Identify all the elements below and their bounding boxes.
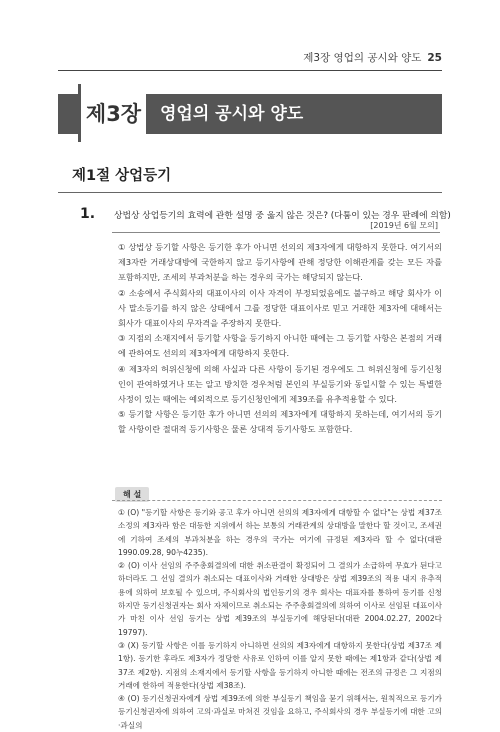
explanation-3: ③ (X) 등기할 사항은 이를 등기하지 아니하면 선의의 제3자에게 대항하지 못한다(상법 제37조 제1항). 등기한 후라도 제3자가 정당한 사유로 인하여 이를 알지 못한 때에는 제1항과 같다(상법 제37조 제2항). 지점의 소재지에서 등기할 사항을 등기하지 아니한 때에는 전조의 규정은 그 지점의 거래에 한하여 적용한다(상법 제38조). [118, 640, 442, 690]
question-source: [2019년 6월 모의] [370, 221, 438, 230]
question-number: 1. [80, 206, 96, 222]
running-header-title: 제3장 영업의 공시와 양도 [303, 52, 422, 64]
explanation-4: ④ (O) 등기신청권자에게 상법 제39조에 의한 부실등기 책임을 묻기 위해서는, 원칙적으로 등기가 등기신청권자에 의하여 고의·과실로 마쳐진 것임을 요하고, 주식회사의 경우 부실등기에 대한 고의·과실의 [118, 694, 442, 730]
explanation-body [118, 506, 442, 732]
choice-2: ② 소송에서 주식회사의 대표이사의 이사 자격이 부정되었음에도 불구하고 해당 회사가 이사 말소등기를 하지 않은 상태에서 그를 정당한 대표이사로 믿고 거래한 제3자에 대해서는 회사가 대표이사의 무자격을 주장하지 못한다. [118, 287, 442, 329]
explanation-1: ① (O) "등기할 사항은 등기와 공고 후가 아니면 선의의 제3자에게 대항할 수 없다"는 상법 제37조 소정의 제3자라 함은 대등한 지위에서 하는 보통의 거래관계의 상대방을 말한다 할 것이고, 조세권에 기하여 조세의 부과처분을 하는 경우의 국가는 여기에 규정된 제3자라 할 수 없다(대판 1990.09.28, 90누4235). [118, 508, 442, 557]
choice-4: ④ 제3자의 허위신청에 의해 사실과 다른 사항이 등기된 경우에도 그 허위신청에 등기신청인이 관여하였거나 또는 알고 방치한 경우처럼 본인의 부실등기와 동일시할 수 있는 특별한 사정이 있는 때에는 예외적으로 등기신청인에게 제39조를 유추적용할 수 있다. [118, 363, 442, 405]
chapter-number: 제3장 [78, 84, 146, 142]
chapter-title: 영업의 공시와 양도 [160, 104, 304, 124]
choice-5: ⑤ 등기할 사항은 등기한 후가 아니면 선의의 제3자에게 대항하지 못하는데, 여기서의 등기할 사항이란 절대적 등기사항은 물론 상대적 등기사항도 포함한다. [118, 409, 442, 435]
question-rule [112, 232, 440, 233]
running-header [303, 50, 442, 65]
choice-1: ① 상법상 등기할 사항은 등기한 후가 아니면 선의의 제3자에게 대항하지 못한다. 여기서의 제3자란 거래상대방에 국한하지 않고 등기사항에 관해 정당한 이해관계를 갖는 모든 자를 포함하지만, 조세의 부과처분을 하는 경우의 국가는 해당되지 않는다. [118, 242, 442, 283]
page-number: 25 [427, 52, 442, 64]
section-rule [58, 192, 442, 193]
header-rule [58, 70, 442, 71]
section-title: 제1절 상업등기 [72, 168, 172, 184]
explanation-rule [112, 500, 442, 501]
question-text: 상법상 상업등기의 효력에 관한 설명 중 옳지 않은 것은? (다툼이 있는 경우 판례에 의함) [114, 211, 451, 221]
explanation-label: 해 설 [115, 487, 149, 502]
choice-3: ③ 지점의 소재지에서 등기할 사항을 등기하지 아니한 때에는 그 등기할 사항은 본점의 거래에 관하여도 선의의 제3자에게 대항하지 못한다. [118, 333, 442, 359]
explanation-2: ② (O) 이사 선임의 주주총회결의에 대한 취소판결이 확정되어 그 결의가 소급하여 무효가 된다고 하더라도 그 선임 결의가 취소되는 대표이사와 거래한 상대방은 상법 제39조의 적용 내지 유추적용에 의하여 보호될 수 있으며, 주식회사의 법인등기의 경우 회사는 대표자를 통하여 등기를 신청하지만 등기신청권자는 회사 자체이므로 취소되는 주주총회결의에 의하여 이사로 선임된 대표이사가 마친 이사 선임 등기는 상법 제39조의 부실등기에 해당된다(대판 2004.02.27, 2002다19797). [118, 561, 442, 637]
answer-choices [118, 240, 442, 438]
